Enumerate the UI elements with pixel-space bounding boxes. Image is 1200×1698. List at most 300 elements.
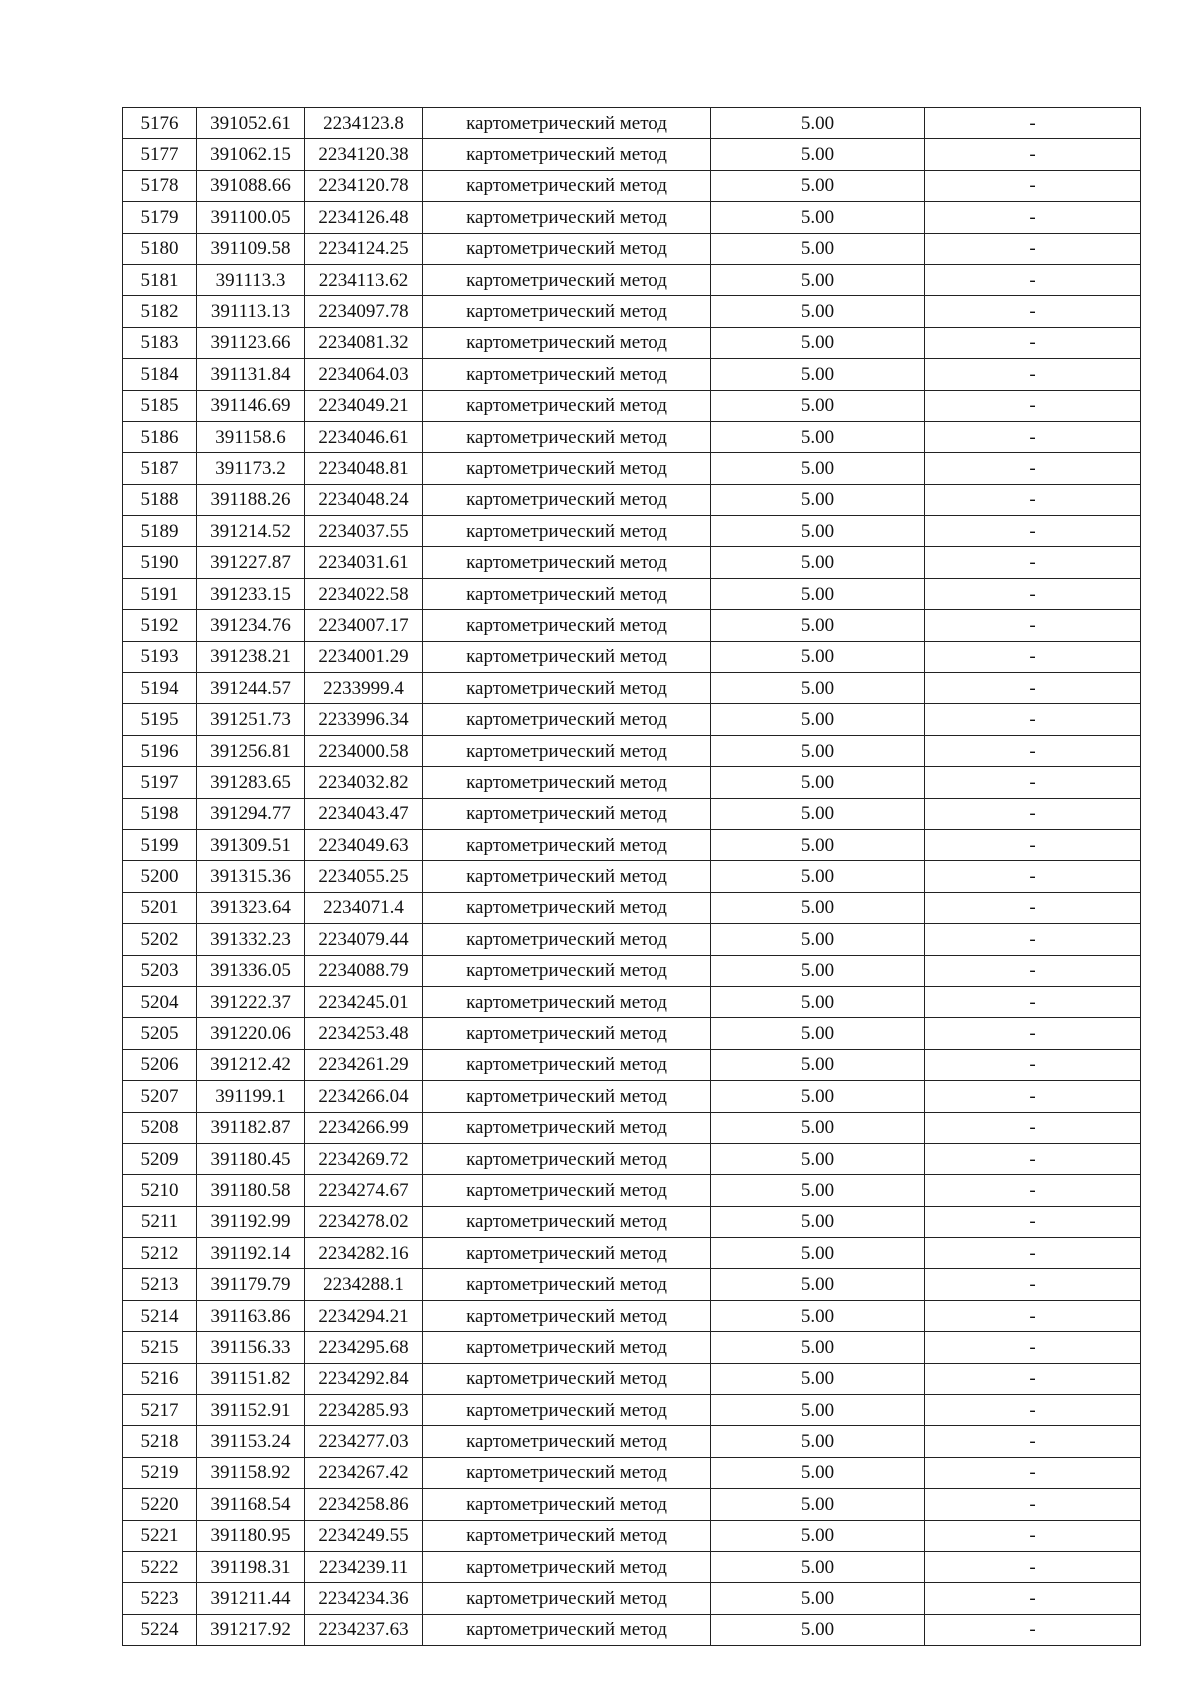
x-coordinate-cell: 391168.54 xyxy=(197,1489,305,1520)
table-row xyxy=(123,1112,1141,1143)
table-row xyxy=(123,798,1141,829)
y-coordinate-cell: 2234037.55 xyxy=(305,516,423,547)
method-cell: картометрический метод xyxy=(423,1238,711,1269)
accuracy-cell: 5.00 xyxy=(711,1175,925,1206)
accuracy-cell: 5.00 xyxy=(711,1426,925,1457)
table-row xyxy=(123,704,1141,735)
note-cell: - xyxy=(925,1489,1141,1520)
y-coordinate-cell: 2234124.25 xyxy=(305,233,423,264)
note-cell: - xyxy=(925,547,1141,578)
table-row xyxy=(123,673,1141,704)
table-row xyxy=(123,986,1141,1017)
y-coordinate-cell: 2234088.79 xyxy=(305,955,423,986)
point-number-cell: 5194 xyxy=(123,673,197,704)
method-cell: картометрический метод xyxy=(423,1614,711,1645)
table-row xyxy=(123,547,1141,578)
x-coordinate-cell: 391100.05 xyxy=(197,202,305,233)
point-number-cell: 5204 xyxy=(123,986,197,1017)
y-coordinate-cell: 2234055.25 xyxy=(305,861,423,892)
y-coordinate-cell: 2234237.63 xyxy=(305,1614,423,1645)
y-coordinate-cell: 2233999.4 xyxy=(305,673,423,704)
point-number-cell: 5190 xyxy=(123,547,197,578)
table-row xyxy=(123,359,1141,390)
accuracy-cell: 5.00 xyxy=(711,1049,925,1080)
y-coordinate-cell: 2234000.58 xyxy=(305,735,423,766)
y-coordinate-cell: 2234285.93 xyxy=(305,1395,423,1426)
accuracy-cell: 5.00 xyxy=(711,1395,925,1426)
point-number-cell: 5185 xyxy=(123,390,197,421)
accuracy-cell: 5.00 xyxy=(711,421,925,452)
y-coordinate-cell: 2234249.55 xyxy=(305,1520,423,1551)
x-coordinate-cell: 391198.31 xyxy=(197,1551,305,1582)
table-row xyxy=(123,610,1141,641)
table-row xyxy=(123,233,1141,264)
table-row xyxy=(123,170,1141,201)
point-number-cell: 5224 xyxy=(123,1614,197,1645)
table-row xyxy=(123,892,1141,923)
table-row xyxy=(123,139,1141,170)
x-coordinate-cell: 391158.6 xyxy=(197,421,305,452)
method-cell: картометрический метод xyxy=(423,798,711,829)
method-cell: картометрический метод xyxy=(423,924,711,955)
method-cell: картометрический метод xyxy=(423,1520,711,1551)
method-cell: картометрический метод xyxy=(423,735,711,766)
x-coordinate-cell: 391180.95 xyxy=(197,1520,305,1551)
point-number-cell: 5187 xyxy=(123,453,197,484)
note-cell: - xyxy=(925,1363,1141,1394)
accuracy-cell: 5.00 xyxy=(711,924,925,955)
table-row xyxy=(123,1520,1141,1551)
table-row xyxy=(123,1206,1141,1237)
point-number-cell: 5197 xyxy=(123,767,197,798)
accuracy-cell: 5.00 xyxy=(711,516,925,547)
note-cell: - xyxy=(925,1520,1141,1551)
method-cell: картометрический метод xyxy=(423,1300,711,1331)
x-coordinate-cell: 391294.77 xyxy=(197,798,305,829)
method-cell: картометрический метод xyxy=(423,673,711,704)
point-number-cell: 5181 xyxy=(123,264,197,295)
table-row xyxy=(123,1363,1141,1394)
point-number-cell: 5221 xyxy=(123,1520,197,1551)
note-cell: - xyxy=(925,1081,1141,1112)
y-coordinate-cell: 2234113.62 xyxy=(305,264,423,295)
method-cell: картометрический метод xyxy=(423,1363,711,1394)
table-row xyxy=(123,516,1141,547)
note-cell: - xyxy=(925,139,1141,170)
point-number-cell: 5178 xyxy=(123,170,197,201)
y-coordinate-cell: 2234031.61 xyxy=(305,547,423,578)
y-coordinate-cell: 2234071.4 xyxy=(305,892,423,923)
y-coordinate-cell: 2234282.16 xyxy=(305,1238,423,1269)
note-cell: - xyxy=(925,1583,1141,1614)
y-coordinate-cell: 2234123.8 xyxy=(305,108,423,139)
y-coordinate-cell: 2234239.11 xyxy=(305,1551,423,1582)
accuracy-cell: 5.00 xyxy=(711,673,925,704)
note-cell: - xyxy=(925,1426,1141,1457)
accuracy-cell: 5.00 xyxy=(711,892,925,923)
note-cell: - xyxy=(925,390,1141,421)
method-cell: картометрический метод xyxy=(423,1269,711,1300)
accuracy-cell: 5.00 xyxy=(711,139,925,170)
point-number-cell: 5201 xyxy=(123,892,197,923)
point-number-cell: 5179 xyxy=(123,202,197,233)
y-coordinate-cell: 2234120.78 xyxy=(305,170,423,201)
y-coordinate-cell: 2234258.86 xyxy=(305,1489,423,1520)
x-coordinate-cell: 391227.87 xyxy=(197,547,305,578)
method-cell: картометрический метод xyxy=(423,1081,711,1112)
method-cell: картометрический метод xyxy=(423,1143,711,1174)
point-number-cell: 5193 xyxy=(123,641,197,672)
point-number-cell: 5198 xyxy=(123,798,197,829)
x-coordinate-cell: 391131.84 xyxy=(197,359,305,390)
coordinates-table-body xyxy=(123,108,1141,1646)
y-coordinate-cell: 2234022.58 xyxy=(305,578,423,609)
x-coordinate-cell: 391113.13 xyxy=(197,296,305,327)
point-number-cell: 5203 xyxy=(123,955,197,986)
method-cell: картометрический метод xyxy=(423,986,711,1017)
y-coordinate-cell: 2234294.21 xyxy=(305,1300,423,1331)
accuracy-cell: 5.00 xyxy=(711,578,925,609)
note-cell: - xyxy=(925,202,1141,233)
x-coordinate-cell: 391222.37 xyxy=(197,986,305,1017)
method-cell: картометрический метод xyxy=(423,296,711,327)
accuracy-cell: 5.00 xyxy=(711,767,925,798)
x-coordinate-cell: 391192.99 xyxy=(197,1206,305,1237)
point-number-cell: 5176 xyxy=(123,108,197,139)
note-cell: - xyxy=(925,1175,1141,1206)
y-coordinate-cell: 2234245.01 xyxy=(305,986,423,1017)
point-number-cell: 5206 xyxy=(123,1049,197,1080)
x-coordinate-cell: 391192.14 xyxy=(197,1238,305,1269)
note-cell: - xyxy=(925,1269,1141,1300)
accuracy-cell: 5.00 xyxy=(711,1489,925,1520)
x-coordinate-cell: 391212.42 xyxy=(197,1049,305,1080)
method-cell: картометрический метод xyxy=(423,1112,711,1143)
note-cell: - xyxy=(925,1018,1141,1049)
point-number-cell: 5186 xyxy=(123,421,197,452)
y-coordinate-cell: 2234081.32 xyxy=(305,327,423,358)
table-row xyxy=(123,1551,1141,1582)
table-row xyxy=(123,1583,1141,1614)
y-coordinate-cell: 2234120.38 xyxy=(305,139,423,170)
accuracy-cell: 5.00 xyxy=(711,735,925,766)
table-row xyxy=(123,421,1141,452)
note-cell: - xyxy=(925,924,1141,955)
accuracy-cell: 5.00 xyxy=(711,1457,925,1488)
note-cell: - xyxy=(925,673,1141,704)
accuracy-cell: 5.00 xyxy=(711,484,925,515)
accuracy-cell: 5.00 xyxy=(711,202,925,233)
x-coordinate-cell: 391283.65 xyxy=(197,767,305,798)
x-coordinate-cell: 391113.3 xyxy=(197,264,305,295)
table-row xyxy=(123,1175,1141,1206)
y-coordinate-cell: 2234266.99 xyxy=(305,1112,423,1143)
table-row xyxy=(123,1300,1141,1331)
x-coordinate-cell: 391315.36 xyxy=(197,861,305,892)
point-number-cell: 5216 xyxy=(123,1363,197,1394)
point-number-cell: 5195 xyxy=(123,704,197,735)
table-row xyxy=(123,1049,1141,1080)
table-row xyxy=(123,641,1141,672)
x-coordinate-cell: 391180.58 xyxy=(197,1175,305,1206)
table-row xyxy=(123,296,1141,327)
x-coordinate-cell: 391234.76 xyxy=(197,610,305,641)
table-row xyxy=(123,924,1141,955)
note-cell: - xyxy=(925,1143,1141,1174)
y-coordinate-cell: 2233996.34 xyxy=(305,704,423,735)
table-row xyxy=(123,108,1141,139)
table-row xyxy=(123,829,1141,860)
table-row xyxy=(123,1395,1141,1426)
y-coordinate-cell: 2234048.81 xyxy=(305,453,423,484)
note-cell: - xyxy=(925,1395,1141,1426)
note-cell: - xyxy=(925,767,1141,798)
method-cell: картометрический метод xyxy=(423,108,711,139)
point-number-cell: 5205 xyxy=(123,1018,197,1049)
x-coordinate-cell: 391156.33 xyxy=(197,1332,305,1363)
table-row xyxy=(123,735,1141,766)
table-row xyxy=(123,861,1141,892)
point-number-cell: 5215 xyxy=(123,1332,197,1363)
method-cell: картометрический метод xyxy=(423,1395,711,1426)
y-coordinate-cell: 2234266.04 xyxy=(305,1081,423,1112)
method-cell: картометрический метод xyxy=(423,421,711,452)
note-cell: - xyxy=(925,453,1141,484)
point-number-cell: 5208 xyxy=(123,1112,197,1143)
note-cell: - xyxy=(925,1112,1141,1143)
table-row xyxy=(123,1143,1141,1174)
x-coordinate-cell: 391336.05 xyxy=(197,955,305,986)
note-cell: - xyxy=(925,1049,1141,1080)
note-cell: - xyxy=(925,264,1141,295)
note-cell: - xyxy=(925,735,1141,766)
accuracy-cell: 5.00 xyxy=(711,641,925,672)
method-cell: картометрический метод xyxy=(423,1426,711,1457)
method-cell: картометрический метод xyxy=(423,641,711,672)
x-coordinate-cell: 391180.45 xyxy=(197,1143,305,1174)
point-number-cell: 5223 xyxy=(123,1583,197,1614)
method-cell: картометрический метод xyxy=(423,327,711,358)
y-coordinate-cell: 2234048.24 xyxy=(305,484,423,515)
x-coordinate-cell: 391163.86 xyxy=(197,1300,305,1331)
y-coordinate-cell: 2234043.47 xyxy=(305,798,423,829)
point-number-cell: 5222 xyxy=(123,1551,197,1582)
point-number-cell: 5218 xyxy=(123,1426,197,1457)
note-cell: - xyxy=(925,327,1141,358)
accuracy-cell: 5.00 xyxy=(711,986,925,1017)
accuracy-cell: 5.00 xyxy=(711,610,925,641)
table-row xyxy=(123,1426,1141,1457)
accuracy-cell: 5.00 xyxy=(711,1269,925,1300)
x-coordinate-cell: 391153.24 xyxy=(197,1426,305,1457)
point-number-cell: 5212 xyxy=(123,1238,197,1269)
point-number-cell: 5177 xyxy=(123,139,197,170)
note-cell: - xyxy=(925,986,1141,1017)
note-cell: - xyxy=(925,1238,1141,1269)
method-cell: картометрический метод xyxy=(423,484,711,515)
accuracy-cell: 5.00 xyxy=(711,704,925,735)
accuracy-cell: 5.00 xyxy=(711,1112,925,1143)
table-row xyxy=(123,578,1141,609)
y-coordinate-cell: 2234274.67 xyxy=(305,1175,423,1206)
note-cell: - xyxy=(925,484,1141,515)
y-coordinate-cell: 2234064.03 xyxy=(305,359,423,390)
y-coordinate-cell: 2234292.84 xyxy=(305,1363,423,1394)
x-coordinate-cell: 391211.44 xyxy=(197,1583,305,1614)
method-cell: картометрический метод xyxy=(423,1489,711,1520)
accuracy-cell: 5.00 xyxy=(711,1583,925,1614)
accuracy-cell: 5.00 xyxy=(711,233,925,264)
y-coordinate-cell: 2234269.72 xyxy=(305,1143,423,1174)
x-coordinate-cell: 391199.1 xyxy=(197,1081,305,1112)
point-number-cell: 5219 xyxy=(123,1457,197,1488)
accuracy-cell: 5.00 xyxy=(711,1332,925,1363)
note-cell: - xyxy=(925,892,1141,923)
accuracy-cell: 5.00 xyxy=(711,390,925,421)
method-cell: картометрический метод xyxy=(423,453,711,484)
x-coordinate-cell: 391123.66 xyxy=(197,327,305,358)
method-cell: картометрический метод xyxy=(423,139,711,170)
note-cell: - xyxy=(925,610,1141,641)
x-coordinate-cell: 391052.61 xyxy=(197,108,305,139)
accuracy-cell: 5.00 xyxy=(711,1614,925,1645)
accuracy-cell: 5.00 xyxy=(711,1238,925,1269)
point-number-cell: 5213 xyxy=(123,1269,197,1300)
method-cell: картометрический метод xyxy=(423,704,711,735)
accuracy-cell: 5.00 xyxy=(711,1018,925,1049)
x-coordinate-cell: 391220.06 xyxy=(197,1018,305,1049)
x-coordinate-cell: 391244.57 xyxy=(197,673,305,704)
accuracy-cell: 5.00 xyxy=(711,170,925,201)
table-row xyxy=(123,1018,1141,1049)
point-number-cell: 5196 xyxy=(123,735,197,766)
note-cell: - xyxy=(925,1206,1141,1237)
x-coordinate-cell: 391158.92 xyxy=(197,1457,305,1488)
y-coordinate-cell: 2234049.63 xyxy=(305,829,423,860)
method-cell: картометрический метод xyxy=(423,1583,711,1614)
point-number-cell: 5210 xyxy=(123,1175,197,1206)
method-cell: картометрический метод xyxy=(423,1332,711,1363)
note-cell: - xyxy=(925,421,1141,452)
note-cell: - xyxy=(925,233,1141,264)
table-row xyxy=(123,1614,1141,1645)
method-cell: картометрический метод xyxy=(423,578,711,609)
accuracy-cell: 5.00 xyxy=(711,1520,925,1551)
accuracy-cell: 5.00 xyxy=(711,1363,925,1394)
x-coordinate-cell: 391146.69 xyxy=(197,390,305,421)
x-coordinate-cell: 391214.52 xyxy=(197,516,305,547)
x-coordinate-cell: 391217.92 xyxy=(197,1614,305,1645)
x-coordinate-cell: 391182.87 xyxy=(197,1112,305,1143)
point-number-cell: 5189 xyxy=(123,516,197,547)
accuracy-cell: 5.00 xyxy=(711,1143,925,1174)
note-cell: - xyxy=(925,829,1141,860)
note-cell: - xyxy=(925,1551,1141,1582)
method-cell: картометрический метод xyxy=(423,610,711,641)
note-cell: - xyxy=(925,641,1141,672)
method-cell: картометрический метод xyxy=(423,767,711,798)
point-number-cell: 5182 xyxy=(123,296,197,327)
accuracy-cell: 5.00 xyxy=(711,1206,925,1237)
point-number-cell: 5192 xyxy=(123,610,197,641)
y-coordinate-cell: 2234261.29 xyxy=(305,1049,423,1080)
accuracy-cell: 5.00 xyxy=(711,547,925,578)
point-number-cell: 5217 xyxy=(123,1395,197,1426)
y-coordinate-cell: 2234032.82 xyxy=(305,767,423,798)
note-cell: - xyxy=(925,1614,1141,1645)
note-cell: - xyxy=(925,296,1141,327)
accuracy-cell: 5.00 xyxy=(711,1081,925,1112)
point-number-cell: 5180 xyxy=(123,233,197,264)
y-coordinate-cell: 2234046.61 xyxy=(305,421,423,452)
accuracy-cell: 5.00 xyxy=(711,798,925,829)
point-number-cell: 5191 xyxy=(123,578,197,609)
x-coordinate-cell: 391188.26 xyxy=(197,484,305,515)
y-coordinate-cell: 2234079.44 xyxy=(305,924,423,955)
table-row xyxy=(123,484,1141,515)
y-coordinate-cell: 2234295.68 xyxy=(305,1332,423,1363)
accuracy-cell: 5.00 xyxy=(711,296,925,327)
x-coordinate-cell: 391109.58 xyxy=(197,233,305,264)
method-cell: картометрический метод xyxy=(423,892,711,923)
table-row xyxy=(123,1238,1141,1269)
point-number-cell: 5214 xyxy=(123,1300,197,1331)
accuracy-cell: 5.00 xyxy=(711,108,925,139)
y-coordinate-cell: 2234288.1 xyxy=(305,1269,423,1300)
table-row xyxy=(123,955,1141,986)
note-cell: - xyxy=(925,1457,1141,1488)
y-coordinate-cell: 2234278.02 xyxy=(305,1206,423,1237)
table-row xyxy=(123,1489,1141,1520)
method-cell: картометрический метод xyxy=(423,861,711,892)
table-row xyxy=(123,202,1141,233)
accuracy-cell: 5.00 xyxy=(711,1300,925,1331)
table-row xyxy=(123,1457,1141,1488)
point-number-cell: 5207 xyxy=(123,1081,197,1112)
x-coordinate-cell: 391152.91 xyxy=(197,1395,305,1426)
x-coordinate-cell: 391323.64 xyxy=(197,892,305,923)
point-number-cell: 5211 xyxy=(123,1206,197,1237)
accuracy-cell: 5.00 xyxy=(711,955,925,986)
method-cell: картометрический метод xyxy=(423,547,711,578)
method-cell: картометрический метод xyxy=(423,1457,711,1488)
y-coordinate-cell: 2234277.03 xyxy=(305,1426,423,1457)
x-coordinate-cell: 391179.79 xyxy=(197,1269,305,1300)
y-coordinate-cell: 2234007.17 xyxy=(305,610,423,641)
point-number-cell: 5209 xyxy=(123,1143,197,1174)
point-number-cell: 5199 xyxy=(123,829,197,860)
x-coordinate-cell: 391332.23 xyxy=(197,924,305,955)
table-row xyxy=(123,453,1141,484)
table-row xyxy=(123,327,1141,358)
point-number-cell: 5184 xyxy=(123,359,197,390)
method-cell: картометрический метод xyxy=(423,1018,711,1049)
y-coordinate-cell: 2234049.21 xyxy=(305,390,423,421)
x-coordinate-cell: 391062.15 xyxy=(197,139,305,170)
y-coordinate-cell: 2234253.48 xyxy=(305,1018,423,1049)
y-coordinate-cell: 2234001.29 xyxy=(305,641,423,672)
note-cell: - xyxy=(925,861,1141,892)
method-cell: картометрический метод xyxy=(423,1049,711,1080)
point-number-cell: 5220 xyxy=(123,1489,197,1520)
x-coordinate-cell: 391256.81 xyxy=(197,735,305,766)
method-cell: картометрический метод xyxy=(423,233,711,264)
accuracy-cell: 5.00 xyxy=(711,327,925,358)
method-cell: картометрический метод xyxy=(423,359,711,390)
y-coordinate-cell: 2234126.48 xyxy=(305,202,423,233)
x-coordinate-cell: 391251.73 xyxy=(197,704,305,735)
accuracy-cell: 5.00 xyxy=(711,264,925,295)
